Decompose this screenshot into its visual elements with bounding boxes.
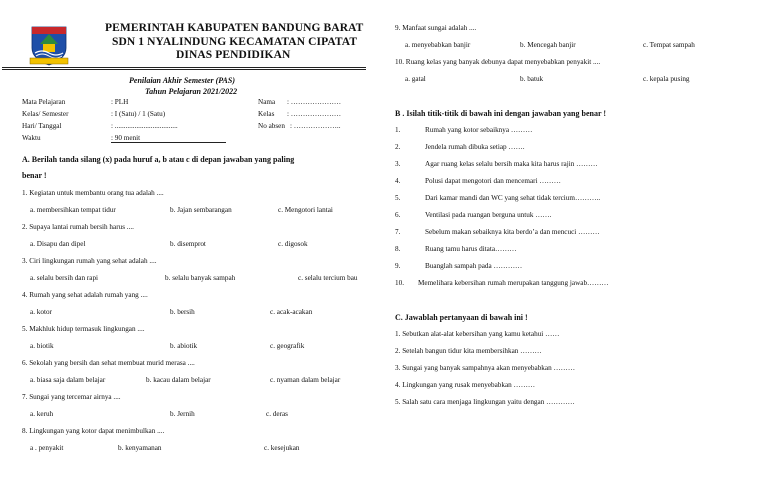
q8-option-c: c. kesejukan [264, 444, 300, 452]
question-4: 4. Rumah yang sehat adalah rumah yang .... [22, 291, 148, 299]
fill-item-10: Memelihara kebersihan rumah merupakan tanggung jawab……… [418, 279, 609, 287]
essay-question-1: 1. Sebutkan alat-alat kebersihan yang kamu ketahui …… [395, 330, 560, 338]
q7-option-c: c. deras [266, 410, 288, 418]
question-1: 1. Kegiatan untuk membantu orang tua adalah .... [22, 189, 164, 197]
q2-option-c: c. digosok [278, 240, 308, 248]
fill-item-5: Dari kamar mandi dan WC yang sehat tidak tercium……….. [425, 194, 601, 202]
q6-option-b: b. kacau dalam belajar [146, 376, 211, 384]
header-government-title: PEMERINTAH KABUPATEN BANDUNG BARAT [105, 22, 364, 34]
name-label: Nama [258, 98, 276, 106]
essay-question-3: 3. Sungai yang banyak sampahnya akan menyebabkan ……… [395, 364, 576, 372]
question-6: 6. Sekolah yang bersih dan sehat membuat murid merasa .... [22, 359, 195, 367]
q1-option-c: c. Mengotori lantai [278, 206, 333, 214]
section-b-instruction: B . Isilah titik-titik di bawah ini dengan jawaban yang benar ! [395, 109, 607, 118]
fill-item-1: Rumah yang kotor sebaiknya ……… [425, 126, 533, 134]
academic-year: Tahun Pelajaran 2021/2022 [145, 87, 238, 96]
class-field: : ………………… [287, 110, 342, 118]
regency-crest-logo [28, 24, 70, 66]
q10-option-c: c. kepala pusing [643, 75, 690, 83]
q3-option-b: b. selalu banyak sampah [165, 274, 236, 282]
time-label: Waktu [22, 134, 41, 142]
section-a-instruction: A. Berilah tanda silang (x) pada huruf a, b atau c di depan jawaban yang paling [22, 155, 295, 164]
q4-option-b: b. bersih [170, 308, 195, 316]
essay-question-5: 5. Salah satu cara menjaga lingkungan yaitu dengan ………… [395, 398, 575, 406]
question-3: 3. Ciri lingkungan rumah yang sehat adalah .... [22, 257, 157, 265]
subject-value: : PLH [111, 98, 129, 106]
header-divider-thin [2, 69, 366, 70]
question-8: 8. Lingkungan yang kotor dapat menimbulkan .... [22, 427, 165, 435]
section-a-instruction-cont: benar ! [22, 171, 47, 180]
time-value: : 90 menit [111, 134, 141, 142]
q2-option-a: a. Disapu dan dipel [30, 240, 86, 248]
q4-option-c: c. acak-acakan [270, 308, 313, 316]
fill-item-6-number: 6. [395, 211, 401, 219]
fill-item-2-number: 2. [395, 143, 401, 151]
q9-option-a: a. menyebabkan banjir [405, 41, 471, 49]
q5-option-a: a. biotik [30, 342, 54, 350]
fill-item-3-number: 3. [395, 160, 401, 168]
question-2: 2. Supaya lantai rumah bersih harus .... [22, 223, 134, 231]
q3-option-a: a. selalu bersih dan rapi [30, 274, 99, 282]
class-semester-value: : I (Satu) / 1 (Satu) [111, 110, 166, 118]
absent-number-field: : ……………….. [290, 122, 341, 130]
header-divider-thick [2, 67, 366, 68]
section-c-instruction: C. Jawablah pertanyaan di bawah ini ! [395, 313, 528, 322]
q5-option-c: c. geografik [270, 342, 305, 350]
q3-option-c: c. selalu tercium bau [298, 274, 358, 282]
q1-option-a: a. membersihkan tempat tidur [30, 206, 116, 214]
fill-item-4: Polusi dapat mengotori dan mencemari ……… [425, 177, 561, 185]
q4-option-a: a. kotor [30, 308, 52, 316]
essay-question-2: 2. Setelah bangun tidur kita membersihkan ……… [395, 347, 542, 355]
fill-item-4-number: 4. [395, 177, 401, 185]
q9-option-b: b. Mencegah banjir [520, 41, 576, 49]
time-underline [111, 142, 226, 143]
fill-item-2: Jendela rumah dibuka setiap ……. [425, 143, 525, 151]
exam-title: Penilaian Akhir Semester (PAS) [129, 76, 236, 85]
q10-option-b: b. batuk [520, 75, 544, 83]
header-department: DINAS PENDIDIKAN [176, 49, 291, 61]
question-7: 7. Sungai yang tercemar airnya .... [22, 393, 121, 401]
q5-option-b: b. abiotik [170, 342, 198, 350]
class-semester-label: Kelas/ Semester [22, 110, 69, 118]
fill-item-6: Ventilasi pada ruangan berguna untuk ……. [425, 211, 552, 219]
subject-label: Mata Pelajaran [22, 98, 66, 106]
q2-option-b: b. disemprot [170, 240, 206, 248]
fill-item-9: Buanglah sampah pada ………… [425, 262, 523, 270]
fill-item-7: Sebelum makan sebaiknya kita berdo’a dan mencuci ……… [425, 228, 600, 236]
fill-item-7-number: 7. [395, 228, 401, 236]
class-label: Kelas [258, 110, 275, 118]
fill-item-3: Agar ruang kelas selalu bersih maka kita harus rajin ……… [425, 160, 598, 168]
question-9: 9. Manfaat sungai adalah .... [395, 24, 477, 32]
q6-option-a: a. biasa saja dalam belajar [30, 376, 106, 384]
day-date-label: Hari/ Tanggal [22, 122, 62, 130]
q7-option-a: a. keruh [30, 410, 54, 418]
header-school-name: SDN 1 NYALINDUNG KECAMATAN CIPATAT [112, 36, 358, 48]
fill-item-1-number: 1. [395, 126, 401, 134]
question-10: 10. Ruang kelas yang banyak debunya dapat menyebabkan penyakit .... [395, 58, 601, 66]
fill-item-10-number: 10. [395, 279, 404, 287]
question-5: 5. Makhluk hidup termasuk lingkungan .... [22, 325, 145, 333]
fill-item-8: Ruang tamu harus ditata……… [425, 245, 517, 253]
fill-item-9-number: 9. [395, 262, 401, 270]
q7-option-b: b. Jernih [170, 410, 195, 418]
q8-option-a: a . penyakit [30, 444, 64, 452]
fill-item-5-number: 5. [395, 194, 401, 202]
essay-question-4: 4. Lingkungan yang rusak menyebabkan ……… [395, 381, 536, 389]
q8-option-b: b. kenyamanan [118, 444, 162, 452]
fill-item-8-number: 8. [395, 245, 401, 253]
day-date-value: : ................................... [111, 122, 178, 130]
q9-option-c: c. Tempat sampah [643, 41, 695, 49]
q6-option-c: c. nyaman dalam belajar [270, 376, 341, 384]
q1-option-b: b. Jajan sembarangan [170, 206, 232, 214]
q10-option-a: a. gatal [405, 75, 426, 83]
name-field: : ………………… [287, 98, 342, 106]
absent-number-label: No absen [258, 122, 285, 130]
